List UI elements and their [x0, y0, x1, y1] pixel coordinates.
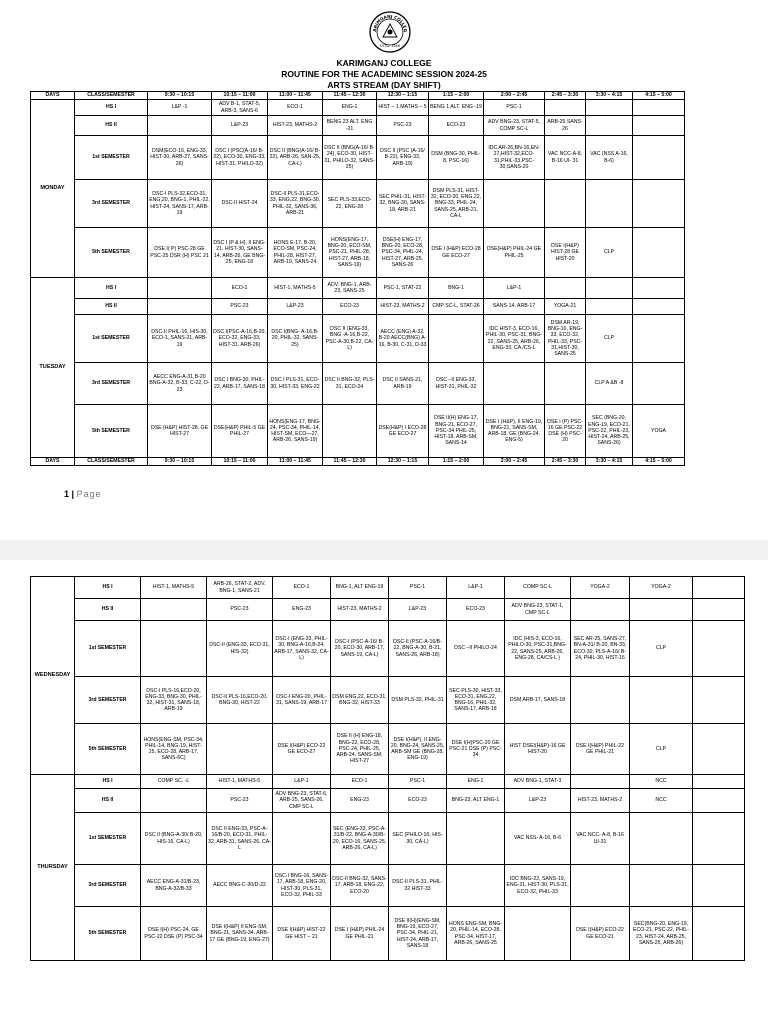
class-cell: DSE I(H&P) ECO-22 GE ECO-27: [273, 724, 331, 775]
class-cell: DSE I(H) PSC-24, GE PSC-22 DSE (P) PSC-34: [141, 907, 207, 961]
svg-text:ESTD. 1946: ESTD. 1946: [380, 44, 400, 48]
class-cell: L&P-1: [447, 577, 505, 599]
class-cell: [571, 775, 630, 789]
class-cell: ADV. BNG-1, ARB-23, SANS-25: [323, 278, 377, 299]
class-cell: ARB-26, STAT-2, ADV. BNG-1, SANS-21: [207, 577, 273, 599]
class-cell: [693, 813, 745, 865]
class-cell: [484, 180, 545, 228]
class-cell: [633, 278, 685, 299]
class-cell: [545, 278, 586, 299]
class-cell: DSC II SANS-21, ARB-19: [377, 363, 429, 405]
timetable-row: [31, 789, 745, 813]
class-cell: HIST-1, MATHS-5: [268, 278, 323, 299]
class-cell: [633, 136, 685, 180]
column-header: 3:30 – 4:15: [586, 458, 633, 466]
class-cell: DSM PLS-31, HIST-32, ECO-20, ENG,22, BNG-33, PHIL-24, SANS-25, ARB-21, CA-L: [429, 180, 484, 228]
class-cell: AECC BNG-C-30/D-22: [207, 865, 273, 907]
class-cell: HONS E-17, B-20, ECO-SM, PSC-24, PHIL-28, HIST-27, ARB-19, SANS-24: [268, 228, 323, 278]
class-cell: DSC –II PHILO-24: [447, 621, 505, 677]
class-cell: L&P-1: [273, 775, 331, 789]
class-cell: PSC-23: [377, 116, 429, 136]
semester-label: 3rd SEMESTER: [75, 363, 148, 405]
class-cell: L&P-23: [505, 789, 571, 813]
class-cell: [148, 299, 212, 315]
class-cell: [484, 363, 545, 405]
class-cell: DSE I (H&P) PHIL-24 GE PHIL-21: [331, 907, 389, 961]
class-cell: [633, 363, 685, 405]
class-cell: PSC-23: [207, 599, 273, 621]
class-cell: DSC-I (PSC-A-16/ B-20, ECO-30, ARB-17, SANS-19, CA-L): [331, 621, 389, 677]
class-cell: ECO-1: [273, 577, 331, 599]
column-header: 4:15 – 5:00: [633, 458, 685, 466]
semester-label: 5th SEMESTER: [75, 228, 148, 278]
timetable-row: [31, 677, 745, 724]
class-cell: [633, 116, 685, 136]
class-cell: DSC I(BNG- A-16,B-20, PHIL-32, SANS-25): [268, 315, 323, 363]
semester-label: HS II: [75, 116, 148, 136]
class-cell: BNG-1, ALT ENG-19: [331, 577, 389, 599]
class-cell: [571, 599, 630, 621]
class-cell: [586, 299, 633, 315]
class-cell: [693, 775, 745, 789]
class-cell: YOGA-2: [571, 577, 630, 599]
class-cell: VAC NCC-A-8, B-16 UI- 31: [545, 136, 586, 180]
class-cell: DSC-II PLS-16,ECO-20, BNG-30, HIST-22: [207, 677, 273, 724]
class-cell: PSC-23: [207, 789, 273, 813]
class-cell: PSC-23: [212, 299, 268, 315]
class-cell: ADV BNG-23, STAT-6, ARB-25, SANS-26, CMP SC-L: [273, 789, 331, 813]
class-cell: DSE(H) ENG-17, BNG-20, ECO-28, PSC-34, PHIL-24, HIST-27, ARB-25, SANS-26: [377, 228, 429, 278]
class-cell: [545, 100, 586, 116]
header-row: [31, 92, 685, 100]
class-cell: [693, 599, 745, 621]
svg-text:KARIMGANJ COLLEGE: ARIMGANJ COLLEG: [371, 13, 409, 33]
timetable-row: [31, 363, 685, 405]
class-cell: DSM PLS-32, PHIL-31: [389, 677, 447, 724]
column-header: 12:30 – 1:15: [377, 458, 429, 466]
class-cell: ECO-1: [212, 278, 268, 299]
class-cell: BNG-1: [429, 278, 484, 299]
routine-title: ROUTINE FOR THE ACADEMINC SESSION 2024-25: [281, 69, 487, 79]
column-header: DAYS: [31, 92, 75, 100]
class-cell: [447, 813, 505, 865]
class-cell: [571, 677, 630, 724]
timetable-page-1: [30, 91, 685, 466]
class-cell: [633, 299, 685, 315]
class-cell: CLP A &B -8: [586, 363, 633, 405]
class-cell: DSC II (BNG-A-30/ B-20, HIS-16, CA-L): [141, 813, 207, 865]
class-cell: DSC-II PLS-31, PHIL-32 HIST-33: [389, 865, 447, 907]
column-header: 1:15 – 2:00: [429, 92, 484, 100]
class-cell: VAC (NSS A-16, B-6): [586, 136, 633, 180]
class-cell: DSC II BNG-32, PLS-31, ECO-24: [323, 363, 377, 405]
class-cell: DSE(H&P) I ECO-28 GE ECO-27: [377, 405, 429, 458]
semester-label: HS I: [75, 100, 148, 116]
timetable-row: [31, 180, 685, 228]
day-label: MONDAY: [31, 100, 75, 278]
class-cell: [545, 180, 586, 228]
class-cell: L&P -1: [148, 100, 212, 116]
class-cell: [693, 865, 745, 907]
timetable-row: [31, 116, 685, 136]
timetable-row: [31, 228, 685, 278]
class-cell: [141, 789, 207, 813]
class-cell: [586, 180, 633, 228]
semester-label: HS II: [75, 299, 148, 315]
class-cell: PSC-1, STAT-22: [377, 278, 429, 299]
class-cell: HIST-23, MATHS-2: [331, 599, 389, 621]
class-cell: DSE II(H) ENG-17, BNG-21, ECO-27, PSC-34 PHIL-25, HIST-18, ARB-SM, SANS-14: [429, 405, 484, 458]
class-cell: [447, 865, 505, 907]
semester-label: HS I: [75, 577, 141, 599]
class-cell: HONS(ENG-SM, PSC-34, PHIL-14, BNG-19, HIST-25, ECO-28, ARB-17, SANS-6C): [141, 724, 207, 775]
class-cell: HIST DSEI(H&P)-16 GE HIST-20: [505, 724, 571, 775]
class-cell: DSC-I BNG-16, SANS-17, ARB-18, ENG-20, HIST-30, PLS-31, ECO-32, PHIL-33: [273, 865, 331, 907]
class-cell: DSC-II PLS-31,ECO-33, ENG,22, BNG-30, PHIL-32, SANS-36, ARB-21: [268, 180, 323, 228]
day-label: TUESDAY: [31, 278, 75, 458]
class-cell: [693, 907, 745, 961]
class-cell: DSE I(H&P) PHIL-22 GE PHIL-21: [571, 724, 630, 775]
class-cell: [207, 724, 273, 775]
class-cell: DSE I (H&P), II ENG-19, BNG-21, SANS-SM, ARB-18, GE (BNG-24, ENG-5): [484, 405, 545, 458]
class-cell: ENG-23: [273, 599, 331, 621]
timetable-row: [31, 315, 685, 363]
day-label: THURSDAY: [31, 775, 75, 961]
class-cell: BENG 23 ALT. ENG -21: [323, 116, 377, 136]
class-cell: AECC ENG-A-31,B-20 BNG-A-32, B-33, C-22, D-23: [148, 363, 212, 405]
class-cell: VAC NSS- A-16, B-6: [505, 813, 571, 865]
class-cell: [630, 677, 693, 724]
class-cell: NCC: [630, 789, 693, 813]
class-cell: DSE (H&P) HIST-28, GE HIST-27: [148, 405, 212, 458]
class-cell: DSM AR-19, BNG-16, ENG-33, ECO-32, PHIL-33, PSC-31,HIST-30, SANS-25: [545, 315, 586, 363]
class-cell: [630, 865, 693, 907]
timetable-row: [31, 577, 745, 599]
class-cell: IDC BNG-22, SANS-19, ENG-21, HIST-30, PLS-31, ECO-32, PHIL-33: [505, 865, 571, 907]
class-cell: DSC-II (PSC-A-16/B-22, BNG-A-30, B-21, SANS-26, ARB-18): [389, 621, 447, 677]
class-cell: [630, 599, 693, 621]
class-cell: SEC PHIL-31, HIST-32, BNG-30, SANS-18, ARB-21: [377, 180, 429, 228]
class-cell: L&P-23: [212, 116, 268, 136]
semester-label: 3rd SEMESTER: [75, 677, 141, 724]
class-cell: DSE I (P) PSC-16 GE PSC-22 DSE (H) PSC-20: [545, 405, 586, 458]
class-cell: DSC II (BNG(A-16/ B-22), ARB-26, SAN-25, CA-L): [268, 136, 323, 180]
class-cell: [633, 228, 685, 278]
class-cell: DSC-II PHIL-16, HIS-30, ECO-1, SANS-21, ARB-19: [148, 315, 212, 363]
semester-label: 3rd SEMESTER: [75, 180, 148, 228]
class-cell: [693, 724, 745, 775]
class-cell: DSE I(H&P) HIST-22 GE HIST – 21: [273, 907, 331, 961]
class-cell: DSC-I ENG-20, PHIL-31, SANS-19, ARB-17: [273, 677, 331, 724]
class-cell: HIST-23, MATHS-2: [268, 116, 323, 136]
class-cell: SEC (BNG-20, ENG-19, ECO-21, PSC-22, PHIL-23, HIST-24, ARB-25, SANS-26): [586, 405, 633, 458]
semester-label: 1st SEMESTER: [75, 315, 148, 363]
class-cell: [148, 278, 212, 299]
class-cell: DSE II(H)(ENG-SM, BNG-19, ECO-27, PSC-34, PHIL-21, HIST-24, ARB-17, SANS-18: [389, 907, 447, 961]
class-cell: SEC AR-25, SANS-27, BN-A-31/ B-20, BN-33, ECO-32, PLS-A-16/ B-24, PHIL-30, HIST-16: [571, 621, 630, 677]
class-cell: L&P-23: [389, 599, 447, 621]
class-cell: DSC-I (ENG-33, PHIL-30, BNG-A-16,B-24, ARB-17, SANS-32, CA-L): [273, 621, 331, 677]
college-logo-icon: [368, 10, 412, 54]
class-cell: [323, 405, 377, 458]
page-2: [0, 560, 768, 1024]
class-cell: SANS-14, ARB-17: [484, 299, 545, 315]
class-cell: DSE I(H&P) ECO-22 GE ECO-21: [571, 907, 630, 961]
class-cell: CLP: [630, 621, 693, 677]
timetable-row: [31, 599, 745, 621]
column-header: 1:15 – 2:00: [429, 458, 484, 466]
class-cell: SEC PLS-30, HIST-33, ECO-31, ENG,22, BNG-16, PHIL-32, SANS-17, ARB-18: [447, 677, 505, 724]
class-cell: DSC II (PSC (A-16/ B-22), ENG-33, ARB-19): [377, 136, 429, 180]
column-header: 10:15 – 11:00: [212, 92, 268, 100]
class-cell: HIST-23, MATHS-2: [571, 789, 630, 813]
class-cell: DSE(H&P) PHIL-24 GE PHIL-25: [484, 228, 545, 278]
semester-label: 1st SEMESTER: [75, 813, 141, 865]
class-cell: HONS ENG-SM, BNG-20, PHIL-14, ECO-28, PSC-34, HIST-17, ARB-26, SANS-25: [447, 907, 505, 961]
class-cell: [571, 865, 630, 907]
class-cell: DSC I BNG-30, PHIL-22, ARB-17, SANS-18: [212, 363, 268, 405]
class-cell: [586, 278, 633, 299]
class-cell: COMP SC-L: [505, 577, 571, 599]
class-cell: DSC I (P & H), II ENG-21, HIST-30, SANS-14, ARB-26, GE BNG-25, ENG-18: [212, 228, 268, 278]
class-cell: [693, 789, 745, 813]
timetable-row: [31, 724, 745, 775]
class-cell: VAC NCC- A-8, B-16 UI-31: [571, 813, 630, 865]
semester-label: 1st SEMESTER: [75, 621, 141, 677]
class-cell: YOGA: [633, 405, 685, 458]
class-cell: DSC-I PLS-16,ECO-20, ENG-33, BNG-30, PHIL-32, HIST-31, SANS-18, ARB-19: [141, 677, 207, 724]
class-cell: [633, 180, 685, 228]
timetable-row: [31, 621, 745, 677]
semester-label: 5th SEMESTER: [75, 724, 141, 775]
class-cell: [141, 599, 207, 621]
class-cell: CLP: [586, 228, 633, 278]
class-cell: [273, 813, 331, 865]
class-cell: DSE I( P) PSC-28 GE PSC-25 DSR (H) PSC 21: [148, 228, 212, 278]
class-cell: [693, 577, 745, 599]
class-cell: ECO-23: [447, 599, 505, 621]
class-cell: DSC I (PSC(A-16/ B-22), ECO-30, ENG-33, HIST-31, PHILO-32): [212, 136, 268, 180]
class-cell: DSC II (BNG(A-16/ B-24), ECO-30, HIST-31, PHILO-32, SANS-25): [323, 136, 377, 180]
class-cell: CLP: [586, 315, 633, 363]
class-cell: ECO-23: [429, 116, 484, 136]
class-cell: DSC I(PSC-A-16,B-20, ECO-32, ENG-33, HIST-31, ARB-26): [212, 315, 268, 363]
class-cell: HIST-1, MATHS-5: [207, 775, 273, 789]
class-cell: ENG-1: [447, 775, 505, 789]
class-cell: IDC HIST-3, ECO-16, PHIL-30, PSC-31, BNG-22, SANS-25, ARB-26, ENG-33, CA /CS-L: [484, 315, 545, 363]
timetable-row: [31, 775, 745, 789]
day-label: WEDNESDAY: [31, 577, 75, 775]
class-cell: CMP SC-L, STAT-26: [429, 299, 484, 315]
class-cell: [633, 315, 685, 363]
class-cell: DSC II (ENG-33, BNG -A-16,B-22, PSC-A-30,B-22, CA-L): [323, 315, 377, 363]
column-header: CLASS/SEMESTER: [75, 458, 148, 466]
class-cell: [141, 621, 207, 677]
column-header: 11:00 – 11:45: [268, 458, 323, 466]
class-cell: DSE I(H&P), II ENG-20, BNG-24, SANS-25, ARB-SM GE (BNG-28, ENG-19): [389, 724, 447, 775]
semester-label: 1st SEMESTER: [75, 136, 148, 180]
class-cell: DSC II ENG-33, PSC-A-16/B-20, ECO-31, PHIL-32, ARB-31, SANS-26, CA-L: [207, 813, 273, 865]
class-cell: ECO-23: [323, 299, 377, 315]
class-cell: ADV BNG-23, STAT-1, CMP SC-L: [505, 599, 571, 621]
class-cell: SEC (PHILO-16, HIS-30, CA-L): [389, 813, 447, 865]
class-cell: DSE I(H&P) HIST-28 GE HIST-20: [545, 228, 586, 278]
semester-label: 5th SEMESTER: [75, 405, 148, 458]
class-cell: [633, 100, 685, 116]
class-cell: DSC –II ENG-33, HIST-31, PHIL-32: [429, 363, 484, 405]
column-header: 2:00 – 2:45: [484, 92, 545, 100]
class-cell: SEC(BNG-20, ENG-19, ECO-21, PSC-22, PHIL-23, HIST-24, ARB-25, SANS-25, ARB-26): [630, 907, 693, 961]
timetable-row: [31, 907, 745, 961]
class-cell: BNG-23, ALT ENG-1: [447, 789, 505, 813]
timetable-row: [31, 405, 685, 458]
class-cell: ENG-23: [331, 789, 389, 813]
class-cell: [505, 907, 571, 961]
column-header: 11:45 – 12:30: [323, 458, 377, 466]
semester-label: HS I: [75, 775, 141, 789]
class-cell: DSC-II HIST-24: [212, 180, 268, 228]
class-cell: [630, 813, 693, 865]
class-cell: AECC (ENG) A-32, B-20 AECC(BNG) A-16, B-30, C-31, D-33: [377, 315, 429, 363]
class-cell: HIST-1, MATHS-5: [141, 577, 207, 599]
class-cell: ENG-1: [323, 100, 377, 116]
column-header: CLASS/SEMESTER: [75, 92, 148, 100]
column-header: 9:30 – 10:15: [148, 92, 212, 100]
page-gap: [0, 540, 768, 560]
class-cell: DSC I PLS-31, ECO-30, HIST-33, ENG-22: [268, 363, 323, 405]
class-cell: AECC ENG-A-31/B-23, BNG-A-32/B-33: [141, 865, 207, 907]
class-cell: HONS(ENG-17, BNG-24, PSC-34, PHIL-14, HIST-SM, ECO—27, ARB-26, SANS-19): [268, 405, 323, 458]
class-cell: PSC-1: [389, 577, 447, 599]
class-cell: L&P-23: [268, 299, 323, 315]
class-cell: [148, 116, 212, 136]
class-cell: SEC PLS-33,ECO-22, ENG-28: [323, 180, 377, 228]
class-cell: DSC-II (ENG-33, ECO-31, HIS-32): [207, 621, 273, 677]
class-cell: IDC (HIS-3, ECO-16, PHILO-30, PSC-31,BNG-22, SANS-25, ARB-26, ENG-28, CA/CS-L ): [505, 621, 571, 677]
class-cell: [586, 100, 633, 116]
college-name: KARIMGANJ COLLEGE: [336, 58, 432, 68]
class-cell: ECO-23: [389, 789, 447, 813]
class-cell: YOGA-2: [630, 577, 693, 599]
timetable-row: [31, 136, 685, 180]
class-cell: DSM ARB-17, SANS-18: [505, 677, 571, 724]
class-cell: DSC-II BNG-32, SANS-17, ARB-18, ENG-22, ECO-20: [331, 865, 389, 907]
column-header: 2:45 – 3:30: [545, 92, 586, 100]
semester-label: HS II: [75, 789, 141, 813]
class-cell: ARB-25 SANS-26: [545, 116, 586, 136]
class-cell: YOGA-21: [545, 299, 586, 315]
class-cell: ECO-1: [268, 100, 323, 116]
class-cell: DSM ENG,22, ECO-31, BNG-32, HIST-33: [331, 677, 389, 724]
column-header: 12:30 – 1:15: [377, 92, 429, 100]
column-header: DAYS: [31, 458, 75, 466]
class-cell: COMP SC. -L: [141, 775, 207, 789]
column-header: 3:30 – 4:15: [586, 92, 633, 100]
semester-label: 5th SEMESTER: [75, 907, 141, 961]
semester-label: HS I: [75, 278, 148, 299]
class-cell: DSC-I PLS-32,ECO-31, ENG,20, BNG-1, PHIL-22, HIST-24, SANS-17, ARB-19: [148, 180, 212, 228]
timetable-row: [31, 865, 745, 907]
class-cell: [693, 677, 745, 724]
class-cell: DSE I(H)PSC-20 GE PSC-21 DSE (P) PSC-34: [447, 724, 505, 775]
class-cell: [693, 621, 745, 677]
class-cell: HONS(ENG-17, BNG-20, ECO-SM, PSC-21, PHIL-28, HIST-27, ARB-18, SANS-19): [323, 228, 377, 278]
class-cell: IDC AR-26,BN-16,EN-27,HIST-32,ECO-31,PHIL-33,PSC-30,SANS-20: [484, 136, 545, 180]
class-cell: L&P-1: [484, 278, 545, 299]
column-header: 2:00 – 2:45: [484, 458, 545, 466]
class-cell: NCC: [630, 775, 693, 789]
semester-label: 3rd SEMESTER: [75, 865, 141, 907]
class-cell: BENG 1 ALT. ENG -19: [429, 100, 484, 116]
class-cell: [429, 315, 484, 363]
class-cell: DSM(ECO-16, ENG-33, HIST-30, ARB-27, SANS-26): [148, 136, 212, 180]
timetable-row: [31, 100, 685, 116]
class-cell: HIST – 1 MATHS – 5: [377, 100, 429, 116]
class-cell: DSE II (H) ENG-18, BNG-22, ECO-28, PSC-24, PHIL-25, ARB-24, SANS-SM, HIST-27: [331, 724, 389, 775]
class-cell: SEC (ENG-33, PSC-A-31/B-22, BNG-A-30/B-20, ECO-16, SANS-25, ARB-26, CA-L): [331, 813, 389, 865]
class-cell: [545, 363, 586, 405]
class-cell: ADV BNG-23, STAT-5, COMP SC-L: [484, 116, 545, 136]
semester-label: HS II: [75, 599, 141, 621]
class-cell: DSE I (H&P) ECO-28 GE ECO-27: [429, 228, 484, 278]
column-header: 4:15 – 5:00: [633, 92, 685, 100]
column-header: 11:00 – 11:45: [268, 92, 323, 100]
class-cell: DSE I(H&P) II ENG-SM, BNG-21, SANS-34, ARB-17 GE (BNG-19, ENG-27): [207, 907, 273, 961]
class-cell: DSM (BNG-30, PHIL-8, PSC-16): [429, 136, 484, 180]
class-cell: ADV BNG-1, STAT-3: [505, 775, 571, 789]
timetable-page-2: [30, 576, 745, 961]
timetable-row: [31, 278, 685, 299]
class-cell: CLP: [630, 724, 693, 775]
timetable-row: [31, 813, 745, 865]
column-header: 10:15 – 11:00: [212, 458, 268, 466]
class-cell: [586, 116, 633, 136]
column-header: 2:45 – 3:30: [545, 458, 586, 466]
class-cell: DSE(H&P) PHIL-5 GE PHIL-27: [212, 405, 268, 458]
stream-title: ARTS STREAM (DAY SHIFT): [327, 80, 441, 90]
class-cell: PSC-1: [389, 775, 447, 789]
column-header: 9:30 – 10:15: [148, 458, 212, 466]
class-cell: ADV B-1, STAT-5, ARB-3, SANS-6: [212, 100, 268, 116]
page-number: 1 | Page: [64, 489, 102, 499]
class-cell: HIST-23, MATHS-2: [377, 299, 429, 315]
footer-row: [31, 458, 685, 466]
timetable-row: [31, 299, 685, 315]
class-cell: PSC-1: [484, 100, 545, 116]
column-header: 11:45 – 12:30: [323, 92, 377, 100]
class-cell: ECO-1: [331, 775, 389, 789]
